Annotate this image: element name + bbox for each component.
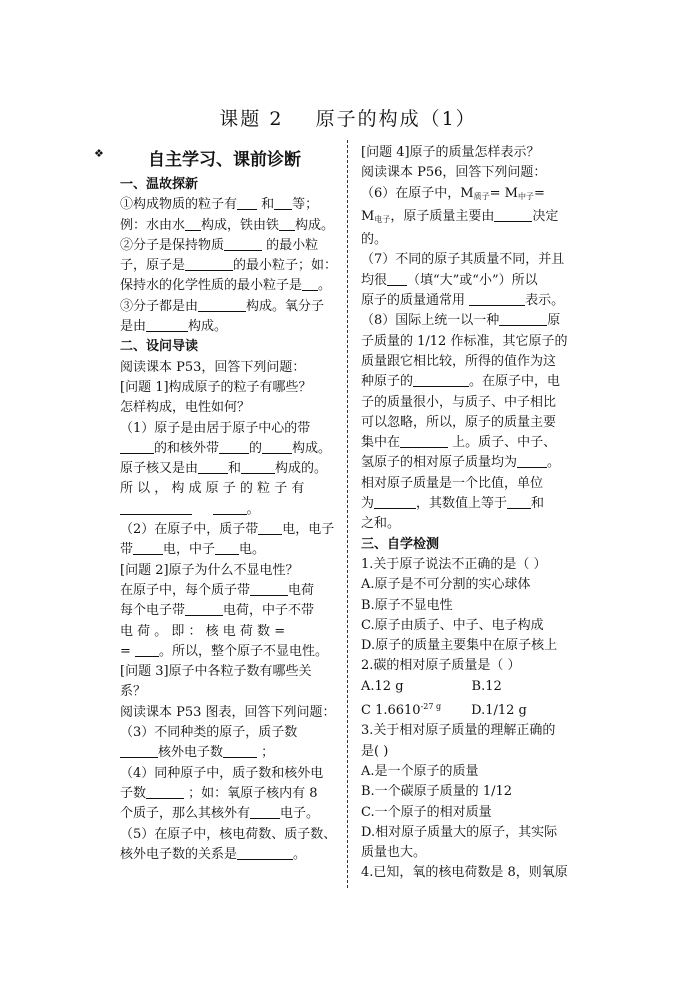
blank-field[interactable] (146, 319, 188, 332)
option: B.一个碳原子质量的 1/12 (361, 784, 513, 800)
text-line: 均很 （填“大”或“小”）所以 (361, 272, 538, 288)
blank-field[interactable] (120, 502, 192, 515)
text-line: 之和。 (361, 516, 401, 532)
text-line: 质量跟它相比较，所得的值作为这 (361, 353, 557, 369)
text-line: 电 荷 。 即 ： 核 电 荷 数 = (120, 623, 286, 639)
blank-field[interactable] (223, 745, 257, 758)
text-line: 相对原子质量是一个比值，单位 (361, 475, 544, 491)
text-line: 所 以 ， 构 成 原 子 的 粒 子 有 (120, 481, 305, 497)
blank-field[interactable] (237, 197, 257, 210)
option: B.12 (471, 678, 502, 694)
text-line: [问题 4]原子的质量怎样表示？ (361, 145, 540, 160)
text-line: [问题 3]原子中各粒子数有哪些关 (120, 664, 312, 680)
text-line: 子的质量很小，与质子、中子相比 (361, 394, 557, 410)
blank-field[interactable] (213, 502, 247, 515)
option: A.原子是不可分割的实心球体 (361, 577, 531, 593)
question-4: 4.已知，氧的核电荷数是 8，则氧原 (361, 865, 568, 881)
text-line: 为 ，其数值上等于 和 (361, 496, 545, 512)
blank-field[interactable] (241, 461, 275, 474)
blank-field[interactable] (262, 441, 292, 454)
text-line: 子数 ；如：氧原子核内有 8 (120, 785, 318, 801)
blank-field[interactable] (279, 218, 295, 231)
text-line: 在原子中，每个质子带 电荷 (120, 582, 315, 598)
text-line: 的。 (361, 232, 388, 248)
blank-field[interactable] (133, 542, 163, 555)
blank-field[interactable] (517, 455, 547, 468)
text-line: = 。所以，整个原子不显电性。 (120, 643, 329, 659)
blank-field[interactable] (198, 461, 228, 474)
question-2: 2.碳的相对原子质量是（ ） (361, 658, 521, 674)
text-line: 原子核又是由 和 构成的。 (120, 461, 328, 477)
text-line: 子，原子是 的最小粒子；如： (120, 258, 338, 274)
text-line: 怎样构成，电性如何？ (120, 400, 251, 416)
blank-field[interactable] (499, 313, 547, 326)
blank-field[interactable] (469, 293, 525, 306)
blank-field[interactable] (258, 522, 282, 535)
right-column (361, 143, 579, 884)
option: A.是一个原子的质量 (361, 763, 479, 779)
left-column (120, 143, 342, 865)
text-line: 种原子的 。在原子中，电 (361, 374, 561, 390)
text-line: $M_{电子}$，原子质量主要由 决定 (361, 208, 559, 224)
text-line: ③分子都是由 构成。氧分子 (120, 298, 325, 314)
text-line: 原子的质量通常用 表示。 (361, 293, 565, 309)
text-line: ②分子是保持物质 的最小粒 (120, 237, 319, 253)
column-divider (347, 140, 348, 888)
text-line: 保持水的化学性质的最小粒子是 。 (120, 278, 332, 294)
text-line: （4）同种原子中，质子数和核外电 (120, 765, 324, 781)
blank-field[interactable] (198, 299, 246, 312)
blank-field[interactable] (400, 435, 448, 448)
text-line: [问题 2]原子为什么不显电性？ (120, 562, 299, 578)
text-line: 是由 构成。 (120, 319, 228, 335)
text-line: 阅读课本 P53 图表，回答下列问题： (120, 704, 336, 720)
option: D.原子的质量主要集中在原子核上 (361, 638, 558, 654)
question-1: 1.关于原子说法不正确的是（ ） (361, 556, 547, 572)
blank-field[interactable] (185, 603, 223, 616)
text-line: [问题 1]构成原子的粒子有哪些？ (120, 379, 312, 395)
blank-field[interactable] (374, 496, 416, 509)
section-heading: 自主学习、课前诊断 (148, 150, 301, 170)
option: 质量也大。 (361, 845, 427, 861)
blank-field[interactable] (413, 374, 469, 387)
text-line: 阅读课本 P56，回答下列问题： (361, 165, 547, 181)
text-line: （8）国际上统一以一种 原 (361, 313, 561, 329)
text-line: 个质子，那么其核外有 电子。 (120, 806, 320, 822)
option: A.12 g (361, 678, 404, 694)
option: C.一个原子的相对质量 (361, 804, 492, 820)
blank-field[interactable] (302, 278, 318, 291)
blank-field[interactable] (120, 745, 158, 758)
blank-field[interactable] (146, 786, 184, 799)
blank-field[interactable] (185, 258, 233, 271)
option: C.原子由质子、中子、电子构成 (361, 617, 544, 633)
guide-heading: 二、设问导读 (120, 339, 199, 355)
text-line: 的和核外带 的 构成。 (120, 439, 342, 459)
blank-field[interactable] (215, 542, 239, 555)
option: D.1/12 g (471, 703, 527, 719)
self-test-heading: 三、自学检测 (361, 536, 440, 552)
text-line: 带 电，中子 电。 (120, 542, 266, 558)
option-row (361, 677, 579, 697)
blank-field[interactable] (120, 441, 154, 454)
blank-field[interactable] (274, 197, 292, 210)
text-line: 氢原子的相对原子质量均为 。 (361, 455, 561, 471)
text-line: （3）不同种类的原子，质子数 (120, 725, 298, 741)
text-line: （7）不同的原子其质量不同，并且 (361, 252, 565, 268)
review-heading: 一、温故探新 (120, 177, 199, 192)
text-line: 核外电子数 ； (120, 743, 342, 763)
blank-field[interactable] (250, 806, 280, 819)
blank-field[interactable] (507, 496, 531, 509)
text-line: （5）在原子中，核电荷数、质子数、 (120, 826, 337, 842)
text-line: （2）在原子中，质子带 电，电子 (120, 522, 335, 538)
text-line: 每个电子带 电荷，中子不带 (120, 603, 315, 619)
blank-field[interactable] (135, 644, 159, 657)
option: B.原子不显电性 (361, 597, 453, 613)
text-line: 可以忽略，所以，原子的质量主要 (361, 414, 557, 430)
text-line: 核外电子数的关系是 。 (120, 846, 307, 862)
text-line: 例：水由水 构成，铁由铁 构成。 (120, 217, 335, 233)
blank-field[interactable] (224, 238, 262, 251)
text-line: 子质量的 1/12 作标准，其它原子的 (361, 333, 568, 349)
option: C 1.6610 (361, 703, 421, 719)
text-line: 阅读课本 P53，回答下列问题： (120, 359, 306, 375)
blank-field[interactable] (237, 847, 293, 860)
text-line: 。 (120, 500, 342, 520)
blank-field[interactable] (185, 218, 201, 231)
blank-field[interactable] (219, 441, 249, 454)
option: D.相对原子质量大的原子，其实际 (361, 824, 558, 840)
text-line: （1）原子是由居于原子中心的带 (120, 420, 311, 436)
text-line: 集中在 上。质子、中子、 (361, 435, 557, 451)
question-3: 3.关于相对原子质量的理解正确的 (361, 723, 556, 739)
text-line: 系？ (120, 684, 147, 700)
blank-field[interactable] (387, 273, 407, 286)
blank-field[interactable] (250, 583, 288, 596)
blank-field[interactable] (494, 209, 532, 222)
text-line: ①构成物质的粒子有 和 等； (120, 197, 319, 213)
text-line: （6）在原子中，$M_{质子}= M_{中子}=$ (361, 185, 545, 201)
option-row: C $1.6610^{-27 g}$ D.1/12 g (361, 702, 527, 719)
question-3-cont: 是( ) (361, 743, 389, 759)
diamond-bullet-icon: ❖ (94, 147, 104, 160)
page-title: 课题 2 原子的构成（1） (219, 108, 477, 130)
